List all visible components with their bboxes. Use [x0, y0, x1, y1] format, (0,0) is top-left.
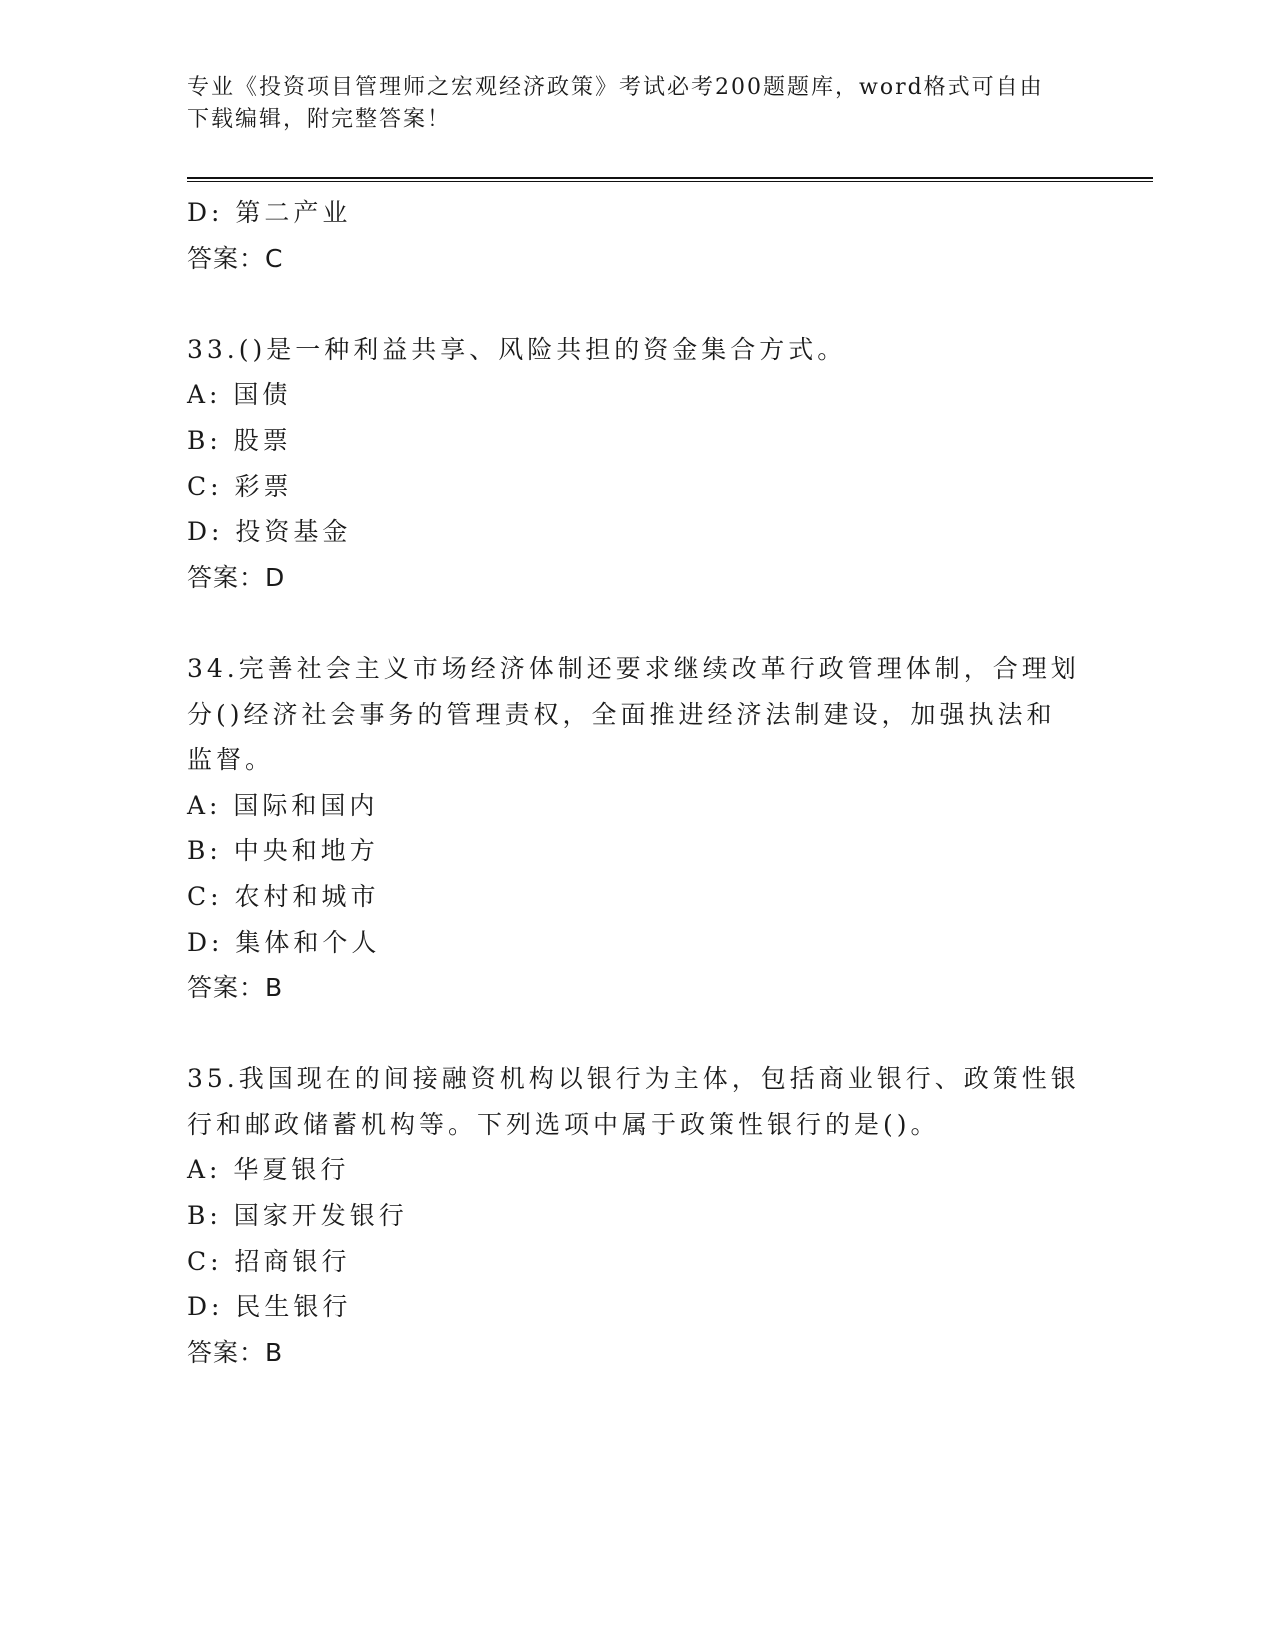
- option-c: C: 招商银行: [187, 1246, 351, 1276]
- option-a: A: 国债: [187, 380, 292, 410]
- option-c: C: 彩票: [187, 471, 293, 501]
- header-divider: [187, 177, 1153, 182]
- spacer: [187, 600, 1087, 646]
- option-b: B: 中央和地方: [187, 836, 379, 866]
- question-list: [187, 190, 1087, 1375]
- question-32-tail: [187, 190, 1087, 281]
- question-34: [187, 646, 1087, 1011]
- document-header: [187, 72, 1067, 136]
- question-text-line-3: 监督。: [187, 745, 275, 775]
- option-a: A: 华夏银行: [187, 1155, 350, 1185]
- option-a: A: 国际和国内: [187, 790, 379, 820]
- answer-label: 答案：D: [187, 562, 286, 592]
- spacer: [187, 1011, 1087, 1057]
- header-line-2: 下载编辑，附完整答案！: [187, 107, 452, 132]
- option-b: B: 国家开发银行: [187, 1201, 408, 1231]
- question-text-line-1: 34.完善社会主义市场经济体制还要求继续改革行政管理体制，合理划: [187, 653, 1080, 683]
- option-d: D: 民生银行: [187, 1292, 352, 1322]
- question-text-line-2: 分()经济社会事务的管理责权，全面推进经济法制建设，加强执法和: [187, 699, 1056, 729]
- answer-label: 答案：C: [187, 243, 284, 273]
- option-d: D: 投资基金: [187, 517, 352, 547]
- spacer: [187, 281, 1087, 327]
- question-text: 33.()是一种利益共享、风险共担的资金集合方式。: [187, 334, 847, 364]
- option-d: D: 第二产业: [187, 198, 352, 227]
- header-line-1: 专业《投资项目管理师之宏观经济政策》考试必考200题题库，word格式可自由: [187, 75, 1044, 100]
- question-35: [187, 1056, 1087, 1375]
- option-b: B: 股票: [187, 425, 292, 455]
- question-33: [187, 327, 1087, 601]
- option-d: D: 集体和个人: [187, 927, 381, 957]
- answer-label: 答案：B: [187, 973, 284, 1003]
- option-c: C: 农村和城市: [187, 881, 380, 911]
- question-text-line-2: 行和邮政储蓄机构等。下列选项中属于政策性银行的是()。: [187, 1109, 940, 1139]
- answer-label: 答案：B: [187, 1337, 284, 1367]
- question-text-line-1: 35.我国现在的间接融资机构以银行为主体，包括商业银行、政策性银: [187, 1064, 1080, 1094]
